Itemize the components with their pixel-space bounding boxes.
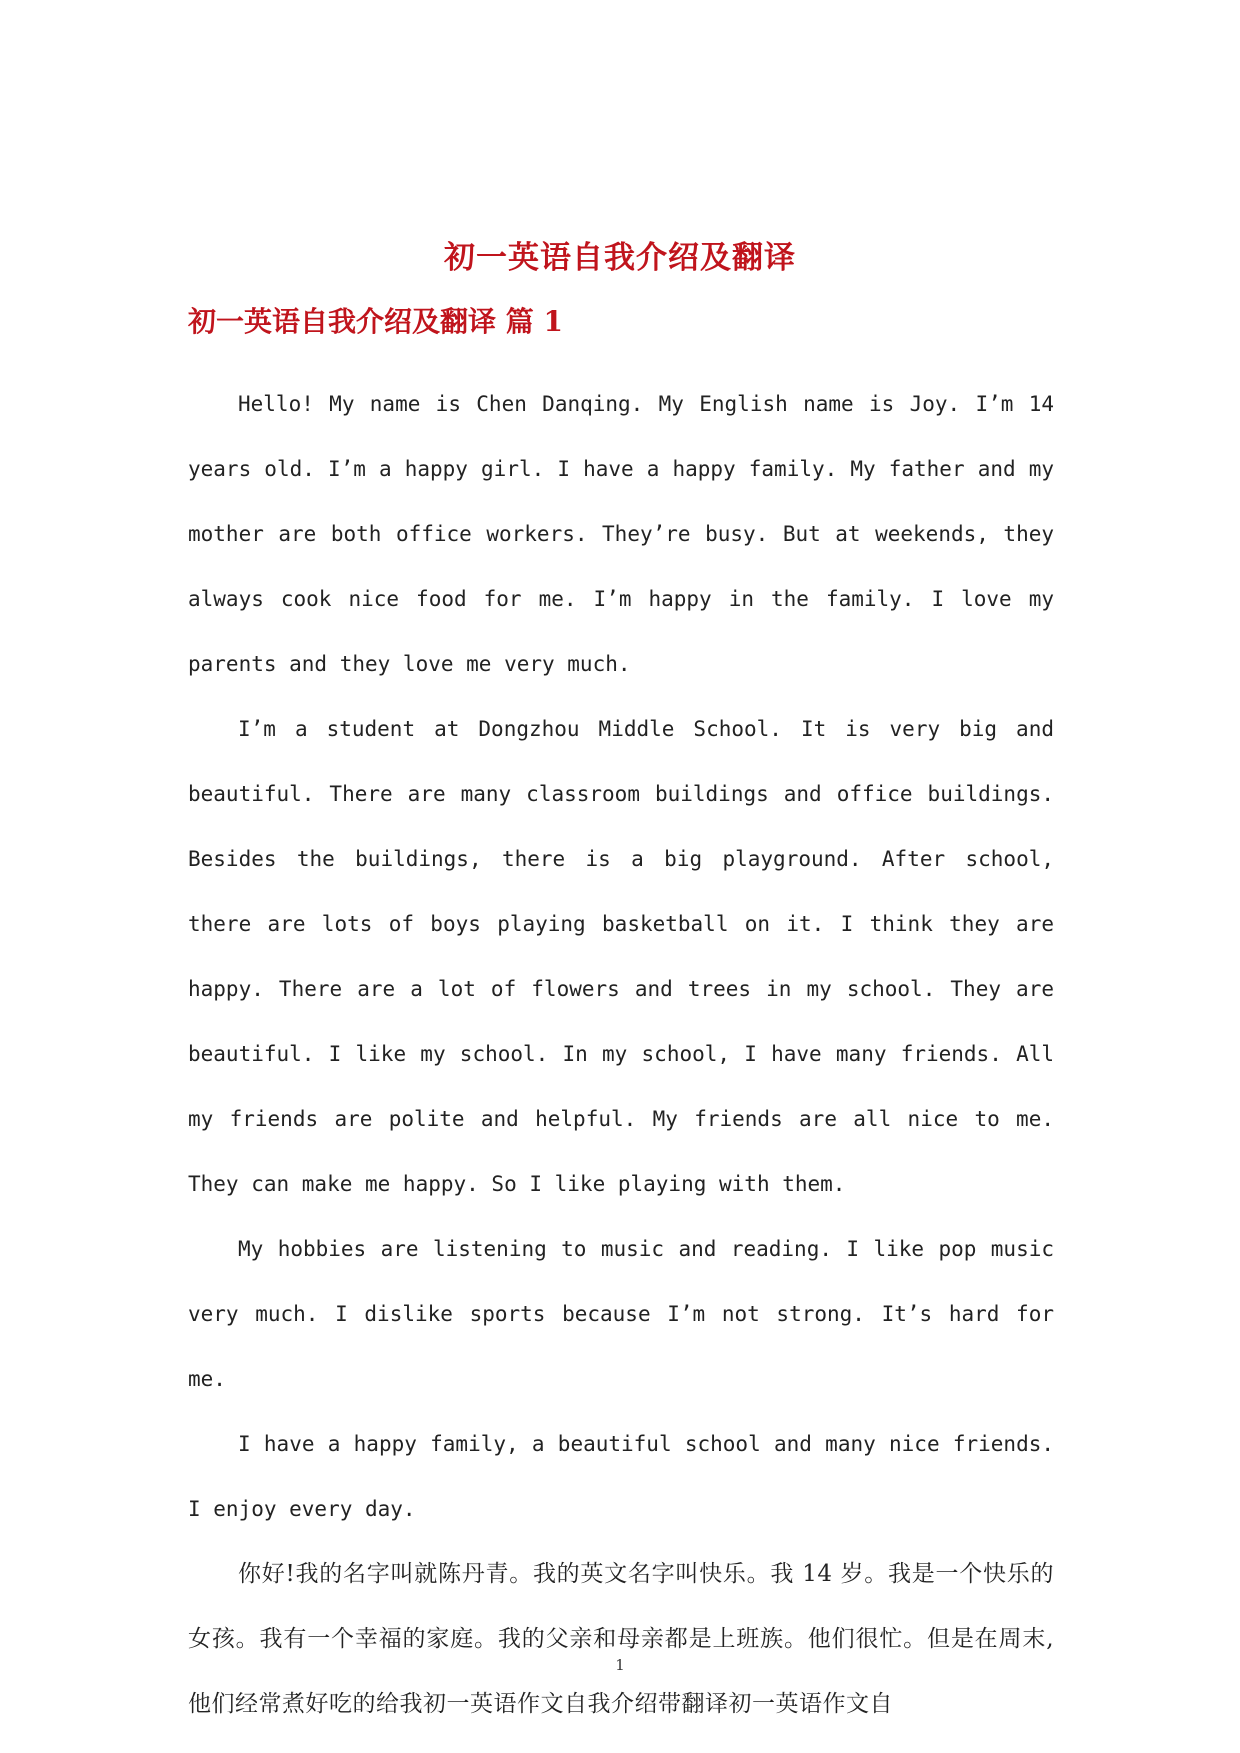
- paragraph-school: I’m a student at Dongzhou Middle School. It is very big and beautiful. There are many classroom buildings and office buildings. Besides the buildings, there is a big playground. After school, there are lots of boys playing basketball on it. I think they are happy. There are a lot of flowers and trees in my school. They are beautiful. I like my school. In my school, I have many friends. All my friends are polite and helpful. My friends are all nice to me. They can make me happy. So I like playing with them.: [188, 717, 1054, 1196]
- paragraph-intro: Hello! My name is Chen Danqing. My English name is Joy. I’m 14 years old. I’m a happy girl. I have a happy family. My father and my mother are both office workers. They’re busy. But at weekends, they always cook nice food for me. I’m happy in the family. I love my parents and they love me very much.: [188, 392, 1054, 676]
- document-title: 初一英语自我介绍及翻译: [444, 240, 796, 276]
- document-body: [188, 372, 1054, 1737]
- section-heading: 初一英语自我介绍及翻译 篇 1: [188, 305, 563, 338]
- paragraph-hobbies: My hobbies are listening to music and reading. I like pop music very much. I dislike sports because I’m not strong. It’s hard for me.: [188, 1237, 1054, 1391]
- page-number: 1: [615, 1656, 625, 1674]
- paragraph-translation: 你好!我的名字叫就陈丹青。我的英文名字叫快乐。我 14 岁。我是一个快乐的女孩。我有一个幸福的家庭。我的父亲和母亲都是上班族。他们很忙。但是在周末,他们经常煮好吃的给我初一英语作文自我介绍带翻译初一英语作文自: [188, 1561, 1054, 1717]
- paragraph-conclusion: I have a happy family, a beautiful school and many nice friends. I enjoy every day.: [188, 1432, 1054, 1521]
